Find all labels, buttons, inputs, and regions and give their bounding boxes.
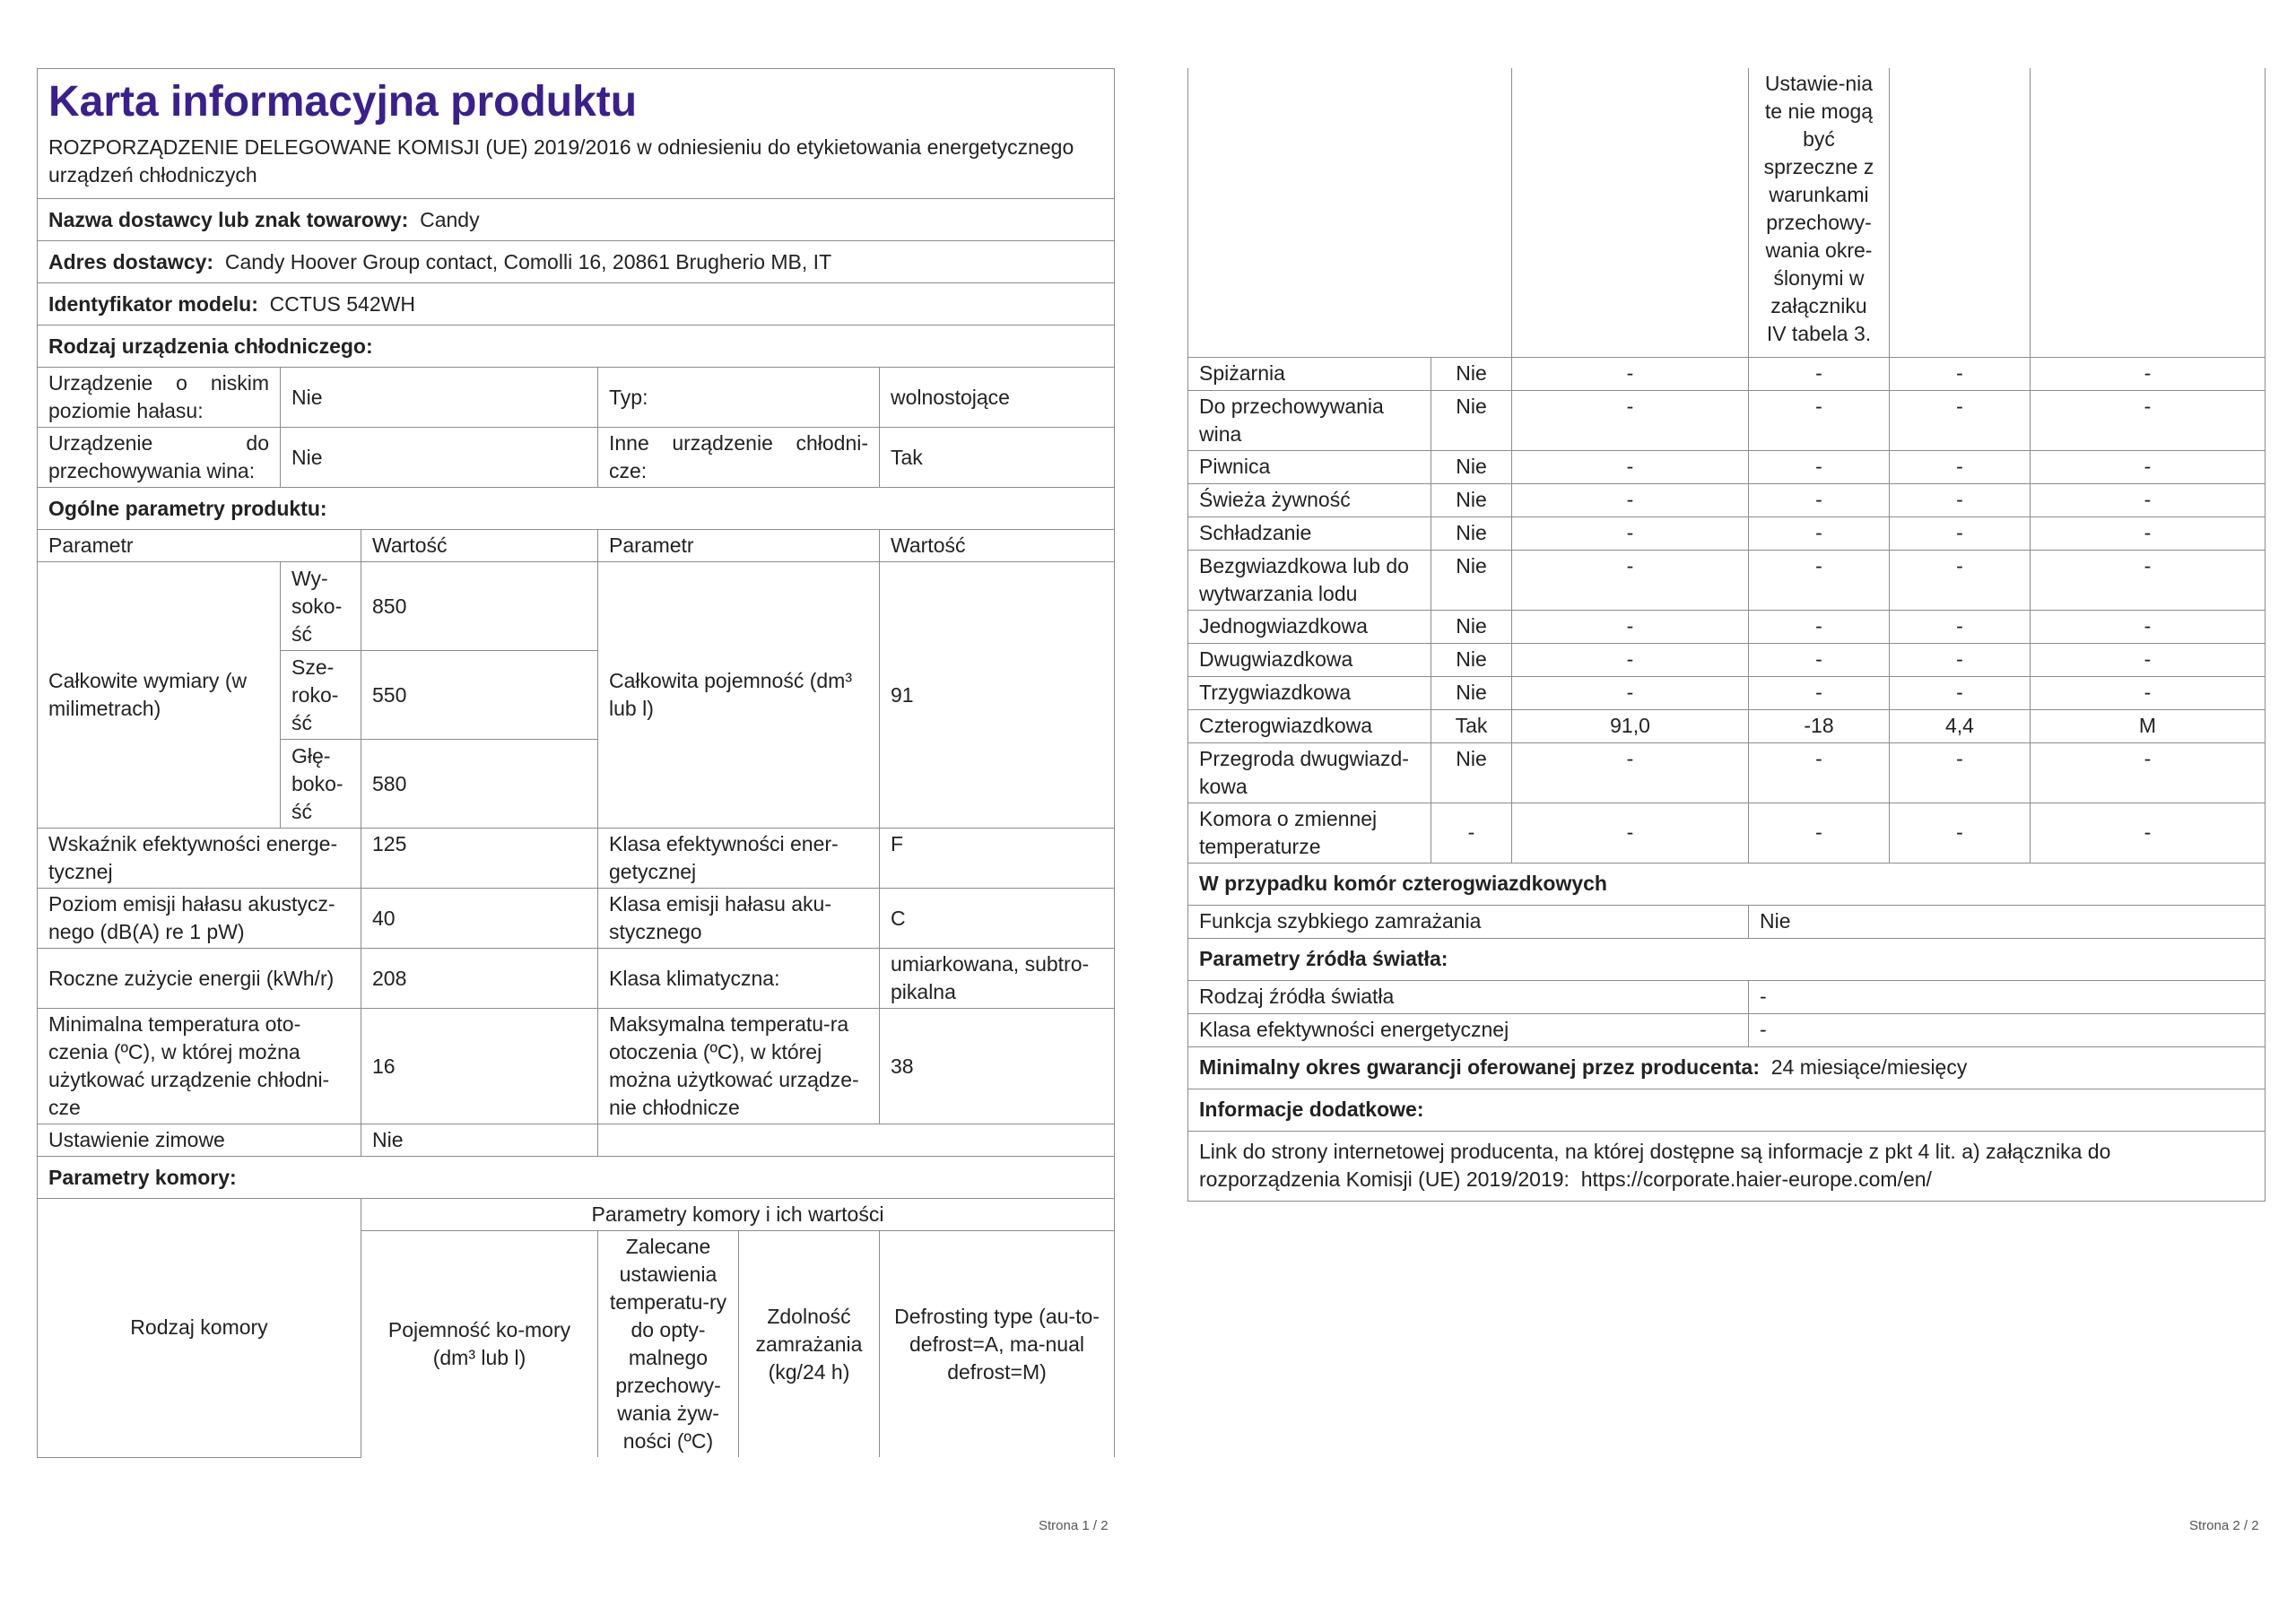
compartment-present: Nie <box>1431 676 1512 709</box>
typ-value: wolnostojące <box>880 368 1115 428</box>
noise-class-value: C <box>880 889 1115 949</box>
product-info-table <box>37 68 1115 1458</box>
compartment-name: Trzygwiazdkowa <box>1188 676 1431 709</box>
compartment-defrost: - <box>2031 450 2266 483</box>
compartment-row <box>1188 676 2266 709</box>
compartment-defrost: - <box>2031 643 2266 676</box>
compartment-temp: - <box>1749 483 1890 516</box>
energy-consumption-value: 208 <box>361 949 598 1009</box>
energy-class-value: F <box>880 829 1115 889</box>
eei-label: Wskaźnik efektywności energe-tycznej <box>38 829 361 889</box>
compartment-name: Spiżarnia <box>1188 357 1431 390</box>
light-type-value: - <box>1749 980 2266 1013</box>
compartment-temp: - <box>1749 390 1890 450</box>
height-label: Wy-soko-ść <box>281 562 361 651</box>
compartment-name: Czterogwiazdkowa <box>1188 709 1431 742</box>
compartment-volume: - <box>1512 516 1749 550</box>
compartment-present: Nie <box>1431 610 1512 643</box>
dimensions-label: Całkowite wymiary (w milimetrach) <box>38 562 281 829</box>
compartment-present: - <box>1431 803 1512 863</box>
page-1-footer: Strona 1 / 2 <box>1039 1518 1109 1533</box>
compartment-type-header: Rodzaj komory <box>38 1199 361 1458</box>
compartment-volume: - <box>1512 742 1749 803</box>
compartment-temp: -18 <box>1749 709 1890 742</box>
compartment-defrost: M <box>2031 709 2266 742</box>
climate-class-value: umiarkowana, subtro-pikalna <box>880 949 1115 1009</box>
noise-label: Poziom emisji hałasu akustycz-nego (dB(A) re 1 pW) <box>38 889 361 949</box>
compartment-temp: - <box>1749 803 1890 863</box>
compartment-temp: - <box>1749 357 1890 390</box>
address-row <box>38 241 1115 283</box>
compartment-volume: - <box>1512 643 1749 676</box>
compartment-defrost: - <box>2031 676 2266 709</box>
compartment-defrost-header: Defrosting type (au-to-defrost=A, ma-nual defrost=M) <box>880 1231 1115 1458</box>
noise-value: 40 <box>361 889 598 949</box>
compartment-temp: - <box>1749 742 1890 803</box>
compartment-table <box>1187 68 2266 1202</box>
compartment-volume: - <box>1512 390 1749 450</box>
compartment-row <box>1188 550 2266 610</box>
compartment-row <box>1188 610 2266 643</box>
low-noise-value: Nie <box>281 368 598 428</box>
compartment-volume: 91,0 <box>1512 709 1749 742</box>
empty-cell <box>598 1124 1115 1157</box>
compartment-defrost: - <box>2031 390 2266 450</box>
general-section-heading: Ogólne parametry produktu: <box>38 488 1115 530</box>
light-class-label: Klasa efektywności energetycznej <box>1188 1013 1749 1046</box>
compartment-name: Schładzanie <box>1188 516 1431 550</box>
warranty-row <box>1188 1046 2266 1089</box>
max-temp-value: 38 <box>880 1009 1115 1124</box>
compartment-freeze: - <box>1890 390 2031 450</box>
compartment-row <box>1188 742 2266 803</box>
compartment-volume: - <box>1512 803 1749 863</box>
compartment-name: Bezgwiazdkowa lub do wytwarzania lodu <box>1188 550 1431 610</box>
min-temp-label: Minimalna temperatura oto-czenia (ºC), w której można użytkować urządzenie chłodni-cze <box>38 1009 361 1124</box>
compartment-volume: - <box>1512 610 1749 643</box>
continuation-cell-freeze <box>1890 68 2031 357</box>
compartment-temp: - <box>1749 610 1890 643</box>
compartment-name: Jednogwiazdkowa <box>1188 610 1431 643</box>
compartment-name: Przegroda dwugwiazd-kowa <box>1188 742 1431 803</box>
compartment-freeze: - <box>1890 742 2031 803</box>
compartment-defrost: - <box>2031 357 2266 390</box>
compartment-present: Nie <box>1431 643 1512 676</box>
typ-label: Typ: <box>598 368 880 428</box>
eei-value: 125 <box>361 829 598 889</box>
compartment-present: Nie <box>1431 450 1512 483</box>
compartment-row <box>1188 709 2266 742</box>
compartment-freeze: - <box>1890 643 2031 676</box>
compartment-row <box>1188 357 2266 390</box>
light-class-value: - <box>1749 1013 2266 1046</box>
wine-device-value: Nie <box>281 428 598 488</box>
address-label: Adres dostawcy: <box>48 249 214 273</box>
compartment-freeze: - <box>1890 676 2031 709</box>
col-param-2: Parametr <box>598 530 880 562</box>
compartment-present: Nie <box>1431 390 1512 450</box>
compartment-temp: - <box>1749 450 1890 483</box>
page-2 <box>1187 68 2265 1202</box>
volume-label: Całkowita pojemność (dm³ lub l) <box>598 562 880 829</box>
noise-class-label: Klasa emisji hałasu aku-stycznego <box>598 889 880 949</box>
compartment-temp: - <box>1749 643 1890 676</box>
fast-freeze-value: Nie <box>1749 905 2266 938</box>
additional-info-heading: Informacje dodatkowe: <box>1188 1089 2266 1131</box>
compartment-freeze: - <box>1890 483 2031 516</box>
compartment-defrost: - <box>2031 516 2266 550</box>
compartment-row <box>1188 483 2266 516</box>
page-title: Karta informacyjna produktu <box>38 69 1115 133</box>
four-star-section-heading: W przypadku komór czterogwiazdkowych <box>1188 863 2266 905</box>
compartment-name: Komora o zmiennej temperaturze <box>1188 803 1431 863</box>
col-value-2: Wartość <box>880 530 1115 562</box>
compartment-defrost: - <box>2031 483 2266 516</box>
compartment-row <box>1188 450 2266 483</box>
winter-setting-value: Nie <box>361 1124 598 1157</box>
compartment-name: Do przechowywania wina <box>1188 390 1431 450</box>
supplier-row <box>38 199 1115 241</box>
energy-class-label: Klasa efektywności ener-getycznej <box>598 829 880 889</box>
depth-label: Głę-boko-ść <box>281 740 361 829</box>
depth-value: 580 <box>361 740 598 829</box>
compartment-freeze: - <box>1890 450 2031 483</box>
warranty-value: 24 miesiące/miesięcy <box>1770 1055 1968 1079</box>
compartment-present: Tak <box>1431 709 1512 742</box>
compartment-present: Nie <box>1431 550 1512 610</box>
fast-freeze-label: Funkcja szybkiego zamrażania <box>1188 905 1749 938</box>
type-section-heading: Rodzaj urządzenia chłodniczego: <box>38 325 1115 368</box>
compartment-name: Świeża żywność <box>1188 483 1431 516</box>
page-1 <box>37 68 1114 1458</box>
compartment-defrost: - <box>2031 550 2266 610</box>
compartment-volume: - <box>1512 357 1749 390</box>
supplier-label: Nazwa dostawcy lub znak towarowy: <box>48 207 409 231</box>
compartment-volume: - <box>1512 483 1749 516</box>
width-label: Sze-roko-ść <box>281 651 361 740</box>
warranty-label: Minimalny okres gwarancji oferowanej przez producenta: <box>1199 1055 1760 1079</box>
continuation-cell-volume <box>1512 68 1749 357</box>
compartment-freeze: 4,4 <box>1890 709 2031 742</box>
compartment-volume: - <box>1512 550 1749 610</box>
model-value: CCTUS 542WH <box>269 291 415 316</box>
compartment-defrost: - <box>2031 742 2266 803</box>
supplier-value: Candy <box>420 207 480 231</box>
compartment-freeze: - <box>1890 610 2031 643</box>
compartment-volume: - <box>1512 676 1749 709</box>
compartment-freeze-header: Zdolność zamrażania (kg/24 h) <box>739 1231 880 1458</box>
model-label: Identyfikator modelu: <box>48 291 258 316</box>
wine-device-label: Urządzenie do przechowywania wina: <box>38 428 281 488</box>
compartment-name: Piwnica <box>1188 450 1431 483</box>
continuation-cell-type <box>1188 68 1512 357</box>
compartment-freeze: - <box>1890 357 2031 390</box>
address-value: Candy Hoover Group contact, Comolli 16, 20861 Brugherio MB, IT <box>224 249 832 273</box>
compartment-row <box>1188 643 2266 676</box>
max-temp-label: Maksymalna temperatu-ra otoczenia (ºC), w której można użytkować urządze-nie chłodnicze <box>598 1009 880 1124</box>
compartment-row <box>1188 390 2266 450</box>
energy-consumption-label: Roczne zużycie energii (kWh/r) <box>38 949 361 1009</box>
continuation-cell-defrost <box>2031 68 2266 357</box>
low-noise-label: Urządzenie o niskim poziomie hałasu: <box>38 368 281 428</box>
width-value: 550 <box>361 651 598 740</box>
manufacturer-link[interactable]: https://corporate.haier-europe.com/en/ <box>1580 1167 1932 1191</box>
compartment-freeze: - <box>1890 516 2031 550</box>
compartment-temp: - <box>1749 676 1890 709</box>
compartment-temp-header: Zalecane ustawienia temperatu-ry do opty-malnego przechowy-wania żyw-ności (ºC) <box>598 1231 739 1458</box>
light-section-heading: Parametry źródła światła: <box>1188 938 2266 980</box>
compartment-defrost: - <box>2031 610 2266 643</box>
compartment-present: Nie <box>1431 742 1512 803</box>
compartment-temp: - <box>1749 550 1890 610</box>
compartment-freeze: - <box>1890 550 2031 610</box>
compartment-params-header: Parametry komory i ich wartości <box>361 1199 1115 1231</box>
col-value-1: Wartość <box>361 530 598 562</box>
compartment-section-heading: Parametry komory: <box>38 1157 1115 1199</box>
compartment-name: Dwugwiazdkowa <box>1188 643 1431 676</box>
compartment-freeze: - <box>1890 803 2031 863</box>
link-description: Link do strony internetowej producenta, na której dostępne są informacje z pkt 4 lit. a) załącznika do rozporządzenia Komisji (UE) 2019/2019: <box>1199 1140 2111 1191</box>
compartment-defrost: - <box>2031 803 2266 863</box>
climate-class-label: Klasa klimatyczna: <box>598 949 880 1009</box>
compartment-temp: - <box>1749 516 1890 550</box>
compartment-row <box>1188 803 2266 863</box>
compartment-present: Nie <box>1431 357 1512 390</box>
page-2-footer: Strona 2 / 2 <box>2189 1518 2259 1533</box>
light-type-label: Rodzaj źródła światła <box>1188 980 1749 1013</box>
col-param-1: Parametr <box>38 530 361 562</box>
manufacturer-link-cell <box>1188 1131 2266 1201</box>
compartment-present: Nie <box>1431 516 1512 550</box>
other-device-label: Inne urządzenie chłodni-cze: <box>598 428 880 488</box>
other-device-value: Tak <box>880 428 1115 488</box>
height-value: 850 <box>361 562 598 651</box>
regulation-text: ROZPORZĄDZENIE DELEGOWANE KOMISJI (UE) 2019/2016 w odniesieniu do etykietowania energetycznego urządzeń chłodniczych <box>38 132 1115 199</box>
min-temp-value: 16 <box>361 1009 598 1124</box>
compartment-row <box>1188 516 2266 550</box>
volume-value: 91 <box>880 562 1115 829</box>
model-row <box>38 283 1115 325</box>
compartment-volume: - <box>1512 450 1749 483</box>
winter-setting-label: Ustawienie zimowe <box>38 1124 361 1157</box>
compartment-volume-header: Pojemność ko-mory (dm³ lub l) <box>361 1231 598 1458</box>
temperature-note: Ustawie-nia te nie mogą być sprzeczne z warunkami przechowy-wania okre-ślonymi w załączniku IV tabela 3. <box>1749 68 1890 357</box>
compartment-present: Nie <box>1431 483 1512 516</box>
